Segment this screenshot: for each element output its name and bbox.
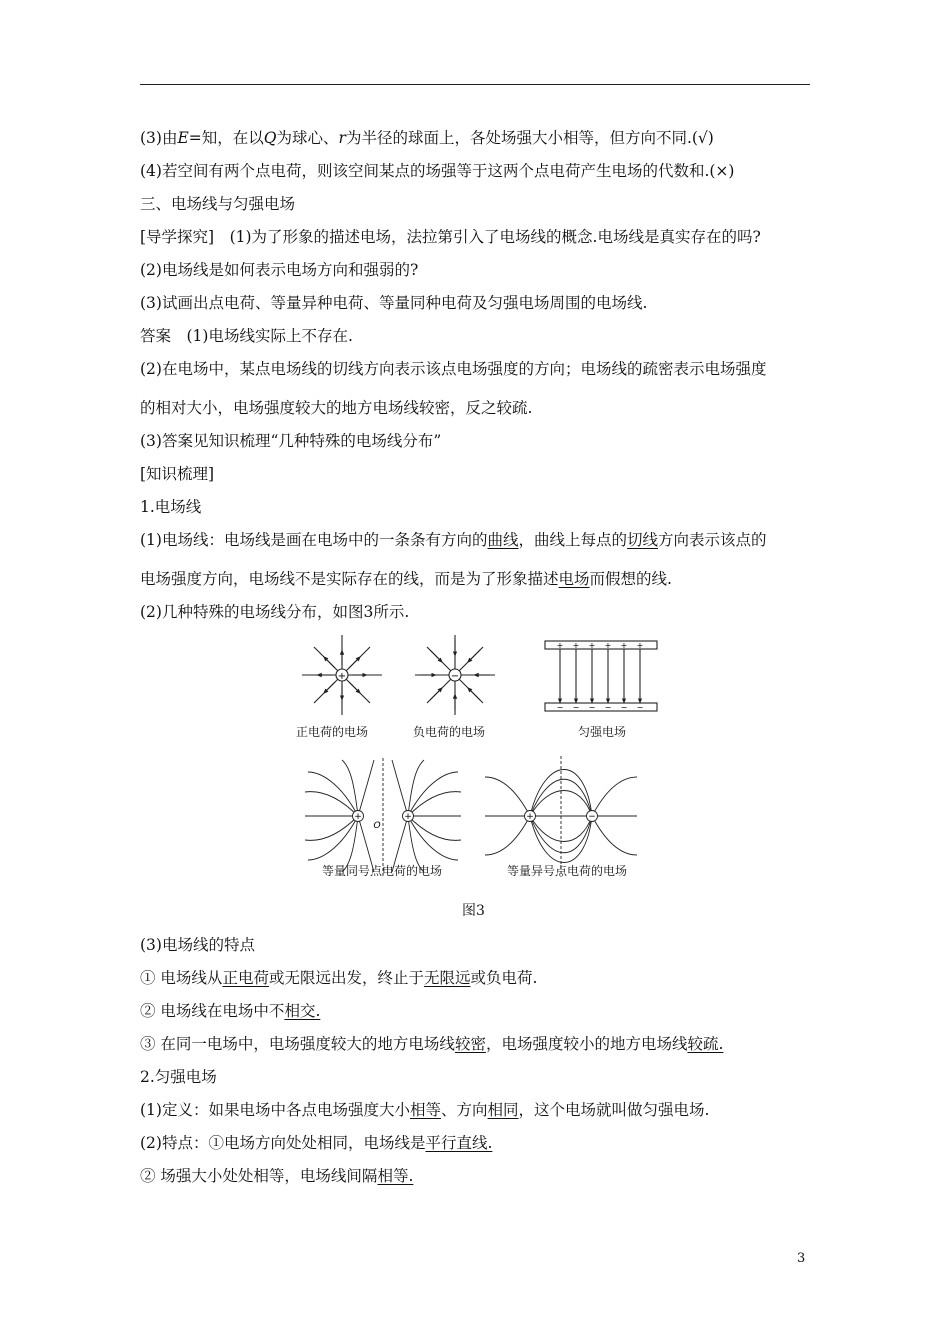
svg-text:+: + bbox=[604, 641, 612, 650]
minus-sign: − bbox=[450, 671, 460, 682]
svg-text:−: − bbox=[636, 703, 644, 712]
svg-text:+: + bbox=[620, 641, 628, 650]
caption-unlike-charges: 等量异号点电荷的电场 bbox=[507, 864, 628, 878]
text-line-6: (3)试画出点电荷、等量异种电荷、等量同种电荷及匀强电场周围的电场线. bbox=[140, 294, 648, 312]
svg-text:−: − bbox=[572, 703, 580, 712]
svg-text:+: + bbox=[588, 641, 596, 650]
svg-text:+: + bbox=[526, 812, 534, 822]
section-heading: 三、电场线与匀强电场 bbox=[140, 195, 296, 213]
text-line-14: 电场强度方向，电场线不是实际存在的线，而是为了形象描述电场而假想的线. bbox=[140, 570, 672, 588]
negative-charge-diagram bbox=[415, 635, 495, 715]
page-number: 3 bbox=[797, 1251, 806, 1266]
answer-line-4: (3)答案见知识梳理“几种特殊的电场线分布” bbox=[140, 432, 442, 450]
svg-text:+: + bbox=[556, 641, 564, 650]
subheading-field-lines: 1.电场线 bbox=[140, 498, 202, 516]
caption-uniform: 匀强电场 bbox=[578, 725, 627, 739]
text-line-13: (1)电场线：电场线是画在电场中的一条条有方向的曲线，曲线上每点的切线方向表示该点的 bbox=[140, 531, 767, 549]
text-line-19: ③ 在同一电场中，电场强度较大的地方电场线较密，电场强度较小的地方电场线较疏. bbox=[140, 1035, 724, 1053]
header-rule bbox=[140, 84, 810, 85]
plus-sign: + bbox=[337, 671, 347, 682]
svg-text:+: + bbox=[636, 641, 644, 650]
text-line-22: (2)特点：①电场方向处处相同，电场线是平行直线. bbox=[140, 1134, 493, 1152]
caption-negative: 负电荷的电场 bbox=[413, 725, 486, 739]
text-line-21: (1)定义：如果电场中各点电场强度大小相等、方向相同，这个电场就叫做匀强电场. bbox=[140, 1101, 710, 1119]
text-line-2: (4)若空间有两个点电荷，则该空间某点的场强等于这两个点电荷产生电场的代数和.(×) bbox=[140, 162, 735, 180]
text-line-4: [导学探究] (1)为了形象的描述电场，法拉第引入了电场线的概念.电场线是真实存在的吗? bbox=[140, 228, 761, 246]
answer-line-2: (2)在电场中，某点电场线的切线方向表示该点电场强度的方向；电场线的疏密表示电场强度 bbox=[140, 360, 767, 378]
svg-text:−: − bbox=[556, 703, 564, 712]
like-charges-diagram bbox=[305, 758, 461, 877]
field-lines-figure bbox=[280, 632, 680, 887]
svg-text:−: − bbox=[588, 812, 596, 822]
answer-line-1: 答案 (1)电场线实际上不存在. bbox=[140, 327, 353, 345]
knowledge-heading: [知识梳理] bbox=[140, 465, 215, 483]
unlike-charges-diagram bbox=[485, 756, 637, 877]
text-line-17: ① 电场线从正电荷或无限远出发，终止于无限远或负电荷. bbox=[140, 969, 538, 987]
text-line-5: (2)电场线是如何表示电场方向和强弱的? bbox=[140, 261, 419, 279]
svg-text:−: − bbox=[588, 703, 596, 712]
uniform-field-diagram bbox=[545, 641, 657, 712]
svg-text:−: − bbox=[620, 703, 628, 712]
text-line-1: (3)由E=知，在以Q为球心、r为半径的球面上，各处场强大小相等，但方向不同.(√) bbox=[140, 129, 714, 147]
text-line-18: ② 电场线在电场中不相交. bbox=[140, 1002, 321, 1020]
text-line-15: (2)几种特殊的电场线分布，如图3所示. bbox=[140, 603, 410, 621]
figure-caption: 图3 bbox=[462, 903, 485, 919]
positive-charge-diagram bbox=[302, 635, 382, 715]
origin-label: O bbox=[373, 821, 381, 831]
answer-line-3: 的相对大小，电场强度较大的地方电场线较密，反之较疏. bbox=[140, 399, 533, 417]
svg-text:+: + bbox=[572, 641, 580, 650]
text-line-23: ② 场强大小处处相等，电场线间隔相等. bbox=[140, 1167, 414, 1185]
svg-text:−: − bbox=[604, 703, 612, 712]
caption-positive: 正电荷的电场 bbox=[296, 725, 369, 739]
text-line-16: (3)电场线的特点 bbox=[140, 936, 255, 954]
subheading-uniform-field: 2.匀强电场 bbox=[140, 1068, 217, 1086]
svg-text:+: + bbox=[354, 812, 362, 822]
caption-like-charges: 等量同号点电荷的电场 bbox=[322, 864, 443, 878]
svg-text:+: + bbox=[404, 812, 412, 822]
